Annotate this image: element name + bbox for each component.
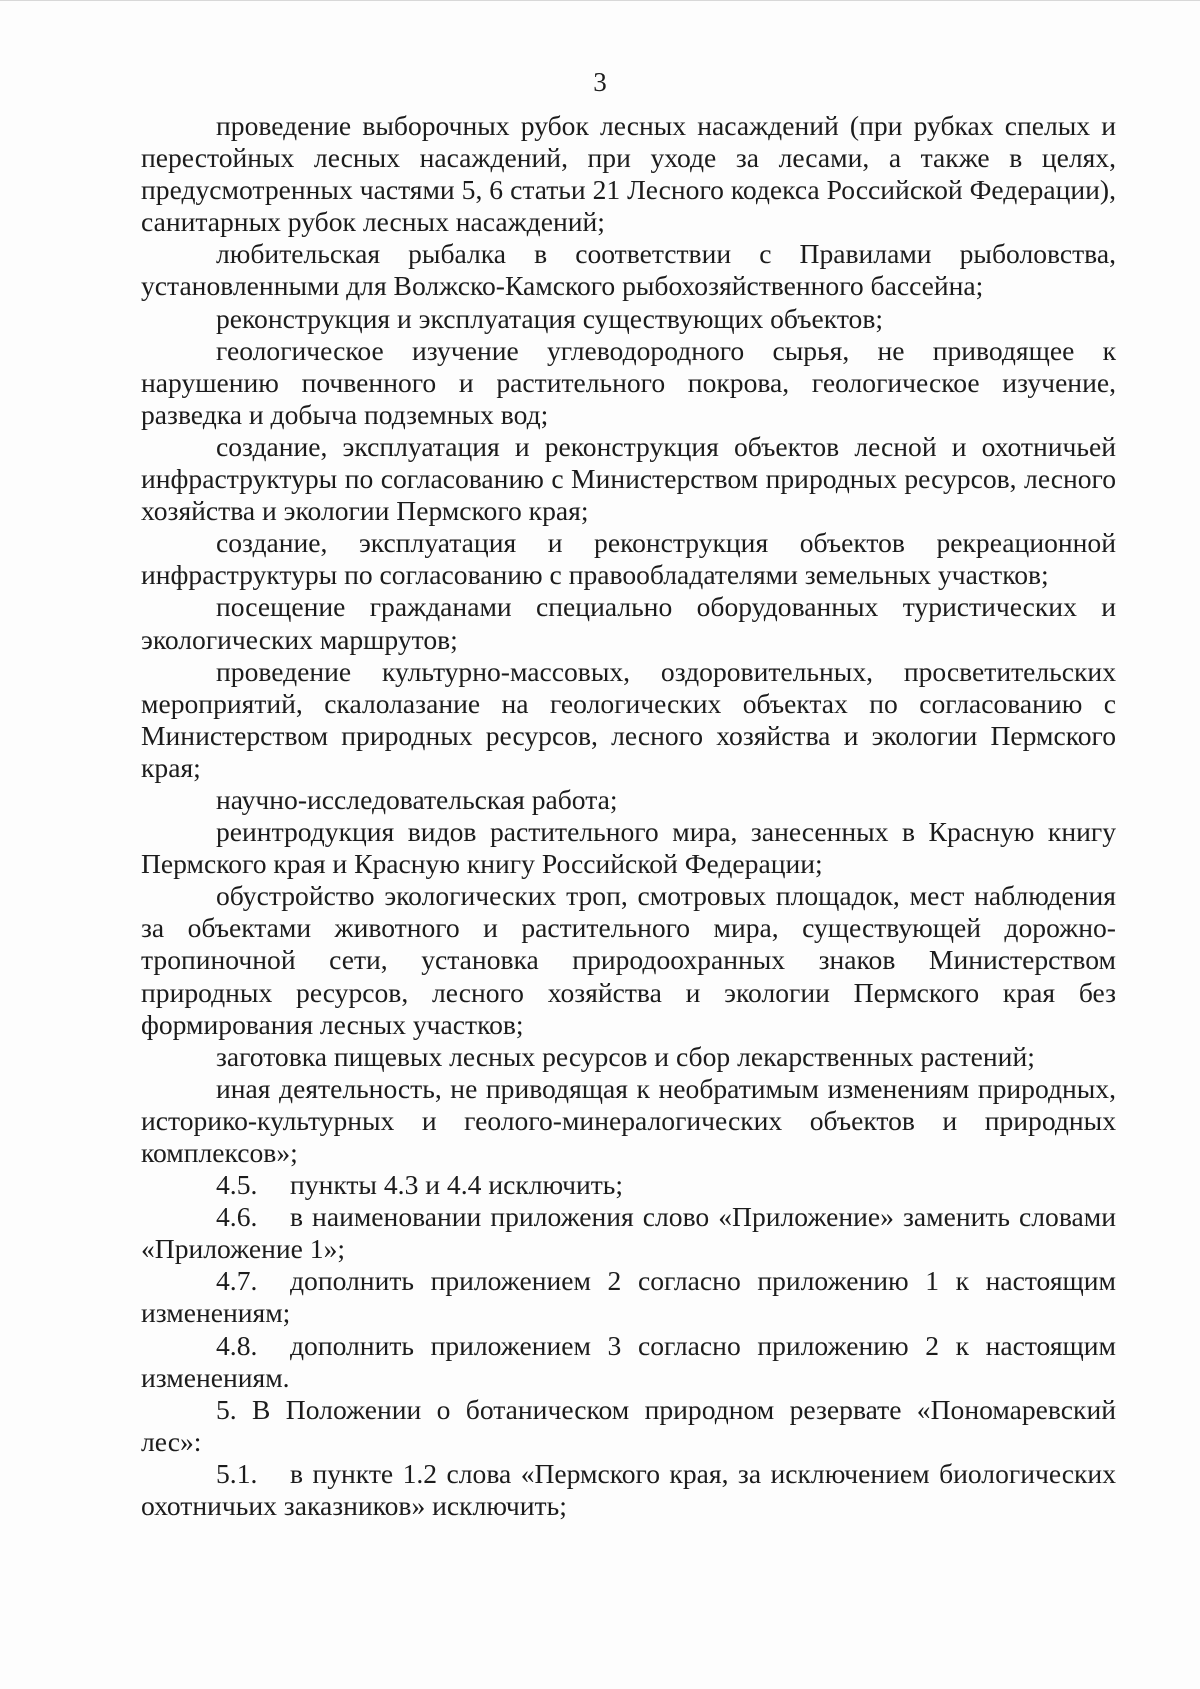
- paragraph: [141, 656, 1116, 784]
- paragraph-text: проведение выборочных рубок лесных насаждений (при рубках спелых и перестойных лесных насаждений, при уходе за лесами, а также в целях, предусмотренных частями 5, 6 статьи 21 Лесного кодекса Российской Федерации), санитарных рубок лесных насаждений;: [141, 110, 1116, 238]
- paragraph: [141, 303, 1116, 335]
- paragraph-text: иная деятельность, не приводящая к необратимым изменениям природных, историко-культурных и геолого-минералогических объектов и природных комплексов»;: [141, 1072, 1116, 1168]
- paragraph: [141, 1073, 1116, 1169]
- paragraph-text: обустройство экологических троп, смотровых площадок, мест наблюдения за объектами животного и растительного мира, существующей дорожно-тропиночной сети, установка природоохранных знаков Министерством природных ресурсов, лесного хозяйства и экологии Пермского края без формирования лесных участков;: [141, 880, 1116, 1040]
- paragraph: [141, 431, 1116, 527]
- paragraph-text: заготовка пищевых лесных ресурсов и сбор лекарственных растений;: [216, 1040, 1035, 1072]
- paragraph-text: проведение культурно-массовых, оздоровительных, просветительских мероприятий, скалолазание на геологических объектах по согласованию с Министерством природных ресурсов, лесного хозяйства и экологии Пермского края;: [141, 655, 1116, 783]
- paragraph-text: дополнить приложением 2 согласно приложению 1 к настоящим изменениям;: [141, 1265, 1116, 1329]
- paragraph: [141, 880, 1116, 1040]
- item-number: 5.1.: [216, 1457, 258, 1489]
- paragraph: [141, 591, 1116, 655]
- paragraph: [141, 238, 1116, 302]
- numbered-item: [141, 1169, 1116, 1201]
- item-number: 4.8.: [216, 1329, 258, 1361]
- paragraph-text: реконструкция и эксплуатация существующих объектов;: [216, 302, 884, 334]
- numbered-item: [141, 1458, 1116, 1522]
- paragraph: [141, 335, 1116, 431]
- paragraph-text: реинтродукция видов растительного мира, занесенных в Красную книгу Пермского края и Красную книгу Российской Федерации;: [141, 816, 1116, 880]
- paragraph-text: пункты 4.3 и 4.4 исключить;: [290, 1169, 624, 1201]
- paragraph-text: создание, эксплуатация и реконструкция объектов рекреационной инфраструктуры по согласованию с правообладателями земельных участков;: [141, 527, 1116, 591]
- paragraph-text: посещение гражданами специально оборудованных туристических и экологических маршрутов;: [141, 591, 1116, 655]
- paragraph-text: дополнить приложением 3 согласно приложению 2 к настоящим изменениям.: [141, 1329, 1116, 1393]
- paragraph-text: в пункте 1.2 слова «Пермского края, за исключением биологических охотничьих заказников» исключить;: [141, 1457, 1116, 1522]
- paragraph: [141, 527, 1116, 591]
- item-number: 4.6.: [216, 1201, 258, 1233]
- document-body: [141, 110, 1116, 1522]
- paragraph-text: 5. В Положении о ботаническом природном резервате «Пономаревский лес»:: [141, 1393, 1116, 1457]
- numbered-item: [141, 1330, 1116, 1394]
- numbered-item: [141, 1265, 1116, 1329]
- item-number: 4.7.: [216, 1265, 258, 1297]
- page-number: 3: [593, 67, 607, 97]
- paragraph: [141, 816, 1116, 880]
- paragraph-text: научно-исследовательская работа;: [216, 783, 618, 815]
- paragraph: [141, 110, 1116, 238]
- paragraph: [141, 1041, 1116, 1073]
- paragraph-text: создание, эксплуатация и реконструкция объектов лесной и охотничьей инфраструктуры по согласованию с Министерством природных ресурсов, лесного хозяйства и экологии Пермского края;: [141, 430, 1116, 527]
- numbered-item: [141, 1201, 1116, 1265]
- paragraph-text: в наименовании приложения слово «Приложение» заменить словами «Приложение 1»;: [141, 1201, 1116, 1265]
- item-number: 4.5.: [216, 1169, 258, 1201]
- paragraph-text: любительская рыбалка в соответствии с Правилами рыболовства, установленными для Волжско-Камского рыбохозяйственного бассейна;: [141, 238, 1116, 302]
- paragraph-text: геологическое изучение углеводородного сырья, не приводящее к нарушению почвенного и растительного покрова, геологическое изучение, разведка и добыча подземных вод;: [141, 334, 1116, 430]
- paragraph: [141, 1394, 1116, 1458]
- paragraph: [141, 784, 1116, 816]
